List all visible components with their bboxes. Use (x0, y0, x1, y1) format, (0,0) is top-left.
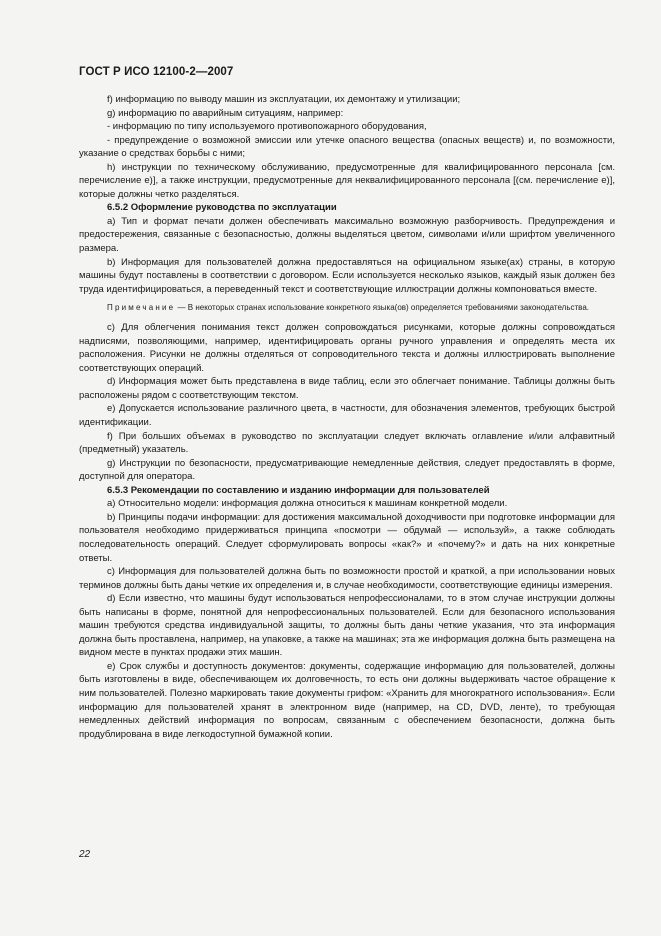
sub-item-fire-equipment: - информацию по типу используемого противопожарного оборудования, (107, 121, 427, 133)
document-body (79, 93, 615, 741)
section-heading-6-5-3: 6.5.3 Рекомендации по составлению и изданию информации для пользователей (107, 484, 490, 496)
document-header: ГОСТ Р ИСО 12100-2—2007 (79, 66, 234, 78)
paragraph-b-language: b) Информация для пользователей должна предоставляться на официальном языке(ах) страны, в которую машины будут поставлены в соответствии с договором. Если используется несколько языков, каждый язык должен без труда идентифицироваться, а переведенный текст и соответствующие иллюстрации должны компоноваться вместе. (79, 256, 615, 295)
paragraph-b-principles: b) Принципы подачи информации: для достижения максимальной доходчивости при подготовке информации для пользователя необходимо придерживаться принципа «посмотри — обдумай — используй», а также соблюдать последовательность операций. Следует сформулировать вопросы «как?» и «почему?» и дать на них конкретные ответы. (79, 511, 615, 564)
paragraph-g-safety: g) Инструкции по безопасности, предусматривающие немедленные действия, следует предоставлять в форме, доступной для оператора. (79, 457, 615, 483)
list-item-f: f) информацию по выводу машин из эксплуатации, их демонтажу и утилизации; (107, 94, 461, 105)
paragraph-a-print-format: a) Тип и формат печати должен обеспечивать максимально возможную разборчивость. Предупреждения и предостережения, связанные с безопасностью, должны выделяться цветом, символами и/или шрифтом увеличенного размера. (79, 215, 615, 255)
page-number: 22 (79, 849, 91, 860)
note (79, 302, 615, 314)
note-text: — В некоторых странах использование конкретного языка(ов) определяется требованиями законодательства. (177, 303, 589, 313)
paragraph-e-color: e) Допускается использование различного цвета, в частности, для обозначения элементов, требующих быстрой идентификации. (79, 403, 615, 429)
note-label: Примечание (107, 303, 176, 313)
paragraph-f-index: f) При больших объемах в руководство по эксплуатации следует включать оглавление и/или алфавитный (предметный) указатель. (79, 430, 615, 456)
paragraph-e-durability: e) Срок службы и доступность документов: документы, содержащие информацию для пользователей, должны быть изготовлены в виде, обеспечивающем их долговечность, то есть они должны выдерживать частое обращение к ним пользователей. Полезно маркировать такие документы грифом: «Хранить для многократного использования». Если информацию для пользователей хранят в электронном виде (например, на CD, DVD, ленте), то требующая немедленных действий информация по вопросам, связанным с обеспечением безопасности, должна быть продублирована в виде легкодоступной бумажной копии. (79, 660, 615, 740)
section-heading-6-5-2: 6.5.2 Оформление руководства по эксплуатации (107, 202, 337, 214)
paragraph-a-model: a) Относительно модели: информация должна относиться к машинам конкретной модели. (107, 498, 508, 510)
paragraph-d-nonprofessional: d) Если известно, что машины будут использоваться непрофессионалами, то в этом случае инструкции должны быть написаны в форме, понятной для непрофессиональных пользователей. Если для безопасного использования машин требуются средства индивидуальной защиты, то должны быть даны четкие указания, что эта информация должна быть проставлена, например, на упаковке, а также на машинах; эта же информация должна быть размещена на видном месте в пунктах продажи этих машин. (79, 593, 615, 659)
sub-item-emission-warning: - предупреждение о возможной эмиссии или утечке опасного вещества (опасных веществ) и, по возможности, указание о средствах борьбы с ними; (79, 134, 615, 160)
paragraph-c-illustrations: c) Для облегчения понимания текст должен сопровождаться рисунками, которые должны сопровождаться надписями, позволяющими, например, идентифицировать органы ручного управления и определять места их расположения. Рисунки не должны отделяться от сопроводительного текста и должны иллюстрировать выполнение соответствующих операций. (79, 322, 615, 374)
list-item-g: g) информацию по аварийным ситуациям, например: (107, 107, 344, 119)
paragraph-d-tables: d) Информация может быть представлена в виде таблиц, если это облегчает понимание. Таблицы должны быть расположены рядом с соответствующим текстом. (79, 376, 615, 401)
paragraph-c-simplicity: c) Информация для пользователей должна быть по возможности простой и краткой, а при использовании новых терминов должны быть даны четкие их определения и, в случае необходимости, соответствующие единицы измерения. (79, 566, 615, 591)
list-item-h: h) инструкции по техническому обслуживанию, предусмотренные для квалифицированного персонала [см. перечисление e)], а также инструкции, предусмотренные для неквалифицированного персонала [(см. перечисление e)], которые должны четко разделяться. (79, 161, 615, 200)
